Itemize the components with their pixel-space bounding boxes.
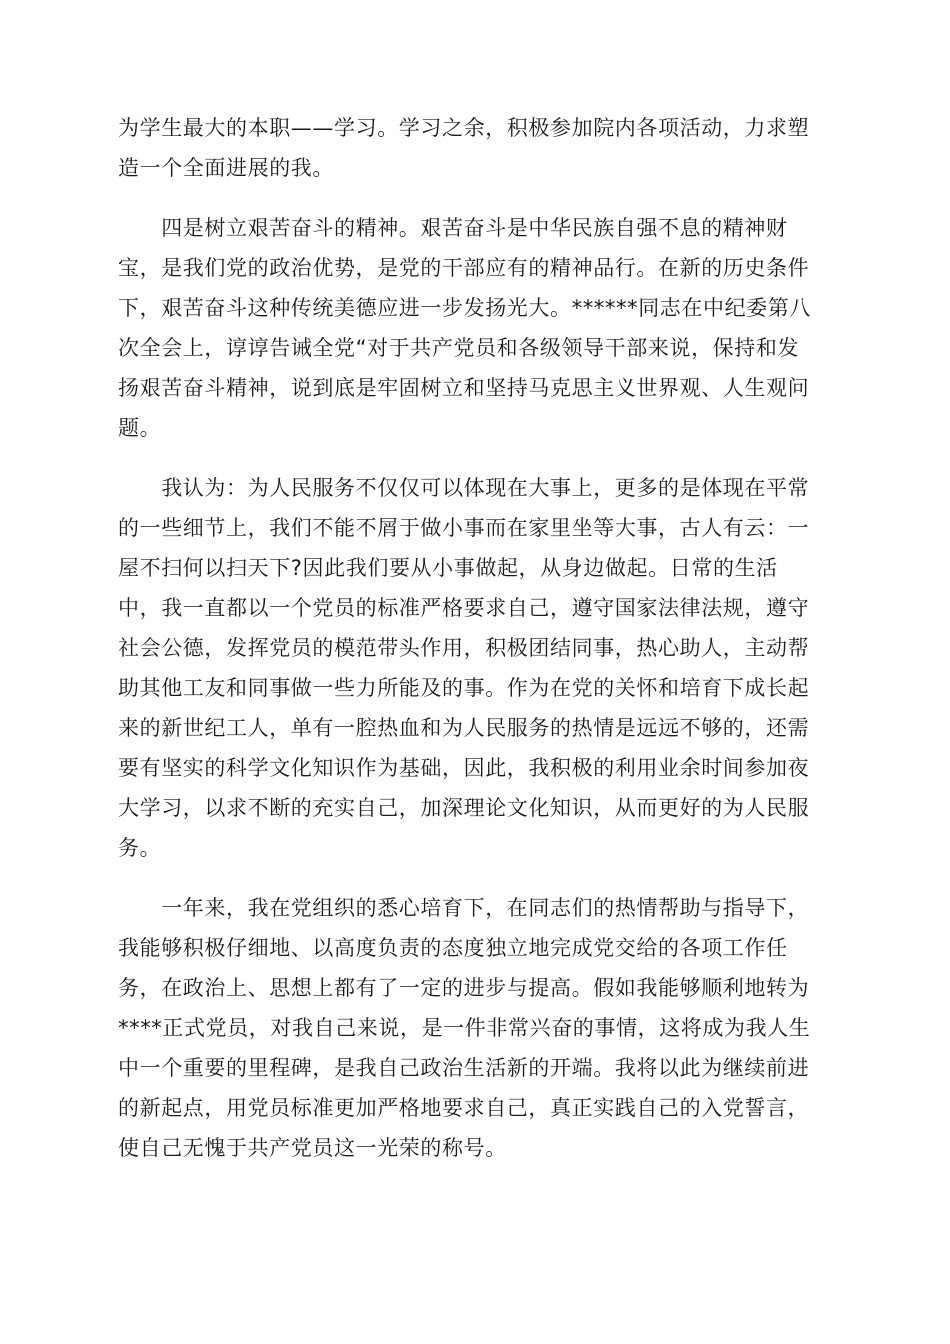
text-line: 来的新世纪工人，单有一腔热血和为人民服务的热情是远远不够的，还需 xyxy=(118,716,810,740)
text-line: 大学习，以求不断的充实自己，加深理论文化知识，从而更好的为人民服 xyxy=(118,796,810,820)
text-line: 要有坚实的科学文化知识作为基础，因此，我积极的利用业余时间参加夜 xyxy=(118,756,810,780)
text-line: 宝，是我们党的政治优势，是党的干部应有的精神品行。在新的历史条件 xyxy=(118,256,810,280)
paragraph xyxy=(118,468,834,868)
text-line: 中，我一直都以一个党员的标准严格要求自己，遵守国家法律法规，遵守 xyxy=(118,596,810,620)
text-line: 中一个重要的里程碑，是我自己政治生活新的开端。我将以此为继续前进 xyxy=(118,1056,810,1080)
text-line: 屋不扫何以扫天下?因此我们要从小事做起，从身边做起。日常的生活 xyxy=(118,556,778,580)
paragraph-spacing xyxy=(118,868,834,888)
paragraph xyxy=(118,208,834,448)
text-line: 造一个全面进展的我。 xyxy=(118,156,334,180)
text-line: 的新起点，用党员标准更加严格地要求自己，真正实践自己的入党誓言， xyxy=(118,1096,810,1120)
text-line: 次全会上，谆谆告诫全党“对于共产党员和各级领导干部来说，保持和发 xyxy=(118,336,800,360)
text-line: 助其他工友和同事做一些力所能及的事。作为在党的关怀和培育下成长起 xyxy=(118,676,810,700)
text-line: 务，在政治上、思想上都有了一定的进步与提高。假如我能够顺利地转为 xyxy=(118,976,810,1000)
text-line: 为学生最大的本职——学习。学习之余，积极参加院内各项活动，力求塑 xyxy=(118,116,810,140)
text-line: 社会公德，发挥党员的模范带头作用，积极团结同事，热心助人，主动帮 xyxy=(118,636,810,660)
text-line: 我能够积极仔细地、以高度负责的态度独立地完成党交给的各项工作任 xyxy=(118,936,788,960)
paragraph xyxy=(118,888,834,1168)
text-line: 四是树立艰苦奋斗的精神。艰苦奋斗是中华民族自强不息的精神财 xyxy=(118,216,788,240)
paragraph xyxy=(118,108,834,188)
text-line: 的一些细节上，我们不能不屑于做小事而在家里坐等大事，古人有云：一 xyxy=(118,516,810,540)
text-line: 我认为：为人民服务不仅仅可以体现在大事上，更多的是体现在平常 xyxy=(118,476,810,500)
text-line: 下，艰苦奋斗这种传统美德应进一步发扬光大。******同志在中纪委第八 xyxy=(118,296,811,320)
text-line: 一年来，我在党组织的悉心培育下，在同志们的热情帮助与指导下， xyxy=(118,896,810,920)
text-line: 题。 xyxy=(118,416,162,440)
paragraph-spacing xyxy=(118,448,834,468)
text-line: 使自己无愧于共产党员这一光荣的称号。 xyxy=(118,1136,507,1160)
paragraph-spacing xyxy=(118,188,834,208)
text-line: 扬艰苦奋斗精神，说到底是牢固树立和坚持马克思主义世界观、人生观问 xyxy=(118,376,810,400)
text-line: ****正式党员，对我自己来说，是一件非常兴奋的事情，这将成为我人生 xyxy=(118,1016,811,1040)
text-line: 务。 xyxy=(118,836,162,860)
document-body xyxy=(118,108,834,1168)
